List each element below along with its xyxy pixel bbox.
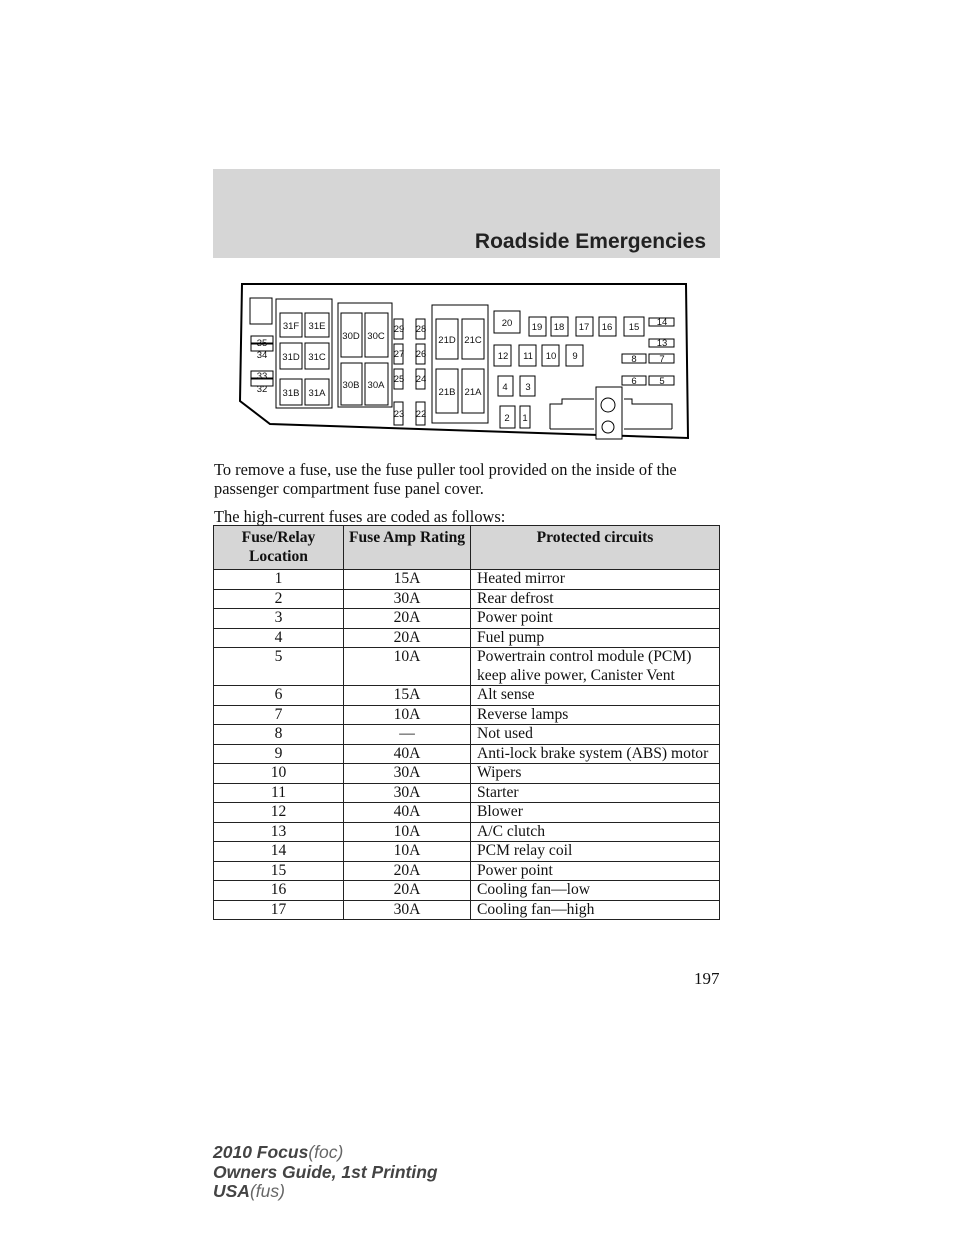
fuse-label: 10 bbox=[545, 351, 557, 362]
circuit-cell: Not used bbox=[471, 725, 720, 745]
table-row bbox=[214, 803, 720, 823]
fuse-label: 32 bbox=[256, 384, 268, 395]
rating-cell: 40A bbox=[344, 803, 471, 823]
circuit-cell: A/C clutch bbox=[471, 822, 720, 842]
circuit-cell: Cooling fan—low bbox=[471, 881, 720, 901]
circuit-cell: Wipers bbox=[471, 764, 720, 784]
table-row bbox=[214, 570, 720, 590]
fuse-label: 21D bbox=[438, 335, 456, 346]
footer-line-1 bbox=[213, 1143, 438, 1163]
circuit-cell: Alt sense bbox=[471, 686, 720, 706]
rating-cell: — bbox=[344, 725, 471, 745]
circuit-cell: PCM relay coil bbox=[471, 842, 720, 862]
fuse-label: 30C bbox=[367, 331, 385, 342]
rating-cell: 10A bbox=[344, 648, 471, 686]
fuse-table bbox=[213, 525, 720, 920]
circuit-cell: Reverse lamps bbox=[471, 705, 720, 725]
fuse-label: 27 bbox=[393, 349, 405, 360]
fuse-label: 33 bbox=[256, 371, 268, 382]
fuse-label: 31C bbox=[308, 352, 326, 363]
location-cell: 12 bbox=[214, 803, 344, 823]
location-cell: 9 bbox=[214, 744, 344, 764]
rating-cell: 20A bbox=[344, 628, 471, 648]
location-cell: 7 bbox=[214, 705, 344, 725]
table-row bbox=[214, 822, 720, 842]
rating-cell: 10A bbox=[344, 822, 471, 842]
intro-paragraph-2: The high-current fuses are coded as follows: bbox=[214, 507, 506, 526]
fuse-label: 13 bbox=[656, 338, 668, 349]
fuse-box-svg bbox=[236, 283, 692, 443]
rating-cell: 20A bbox=[344, 881, 471, 901]
circuit-cell: Power point bbox=[471, 861, 720, 881]
location-cell: 10 bbox=[214, 764, 344, 784]
fuse-label: 20 bbox=[501, 318, 513, 329]
fuse-label: 19 bbox=[531, 322, 543, 333]
location-cell: 14 bbox=[214, 842, 344, 862]
fuse-label: 21A bbox=[464, 387, 482, 398]
table-row bbox=[214, 609, 720, 629]
column-header-circuits: Protected circuits bbox=[471, 526, 720, 570]
location-cell: 17 bbox=[214, 900, 344, 920]
fuse-label: 30B bbox=[342, 380, 360, 391]
fuse-label: 3 bbox=[525, 382, 531, 393]
table-row bbox=[214, 725, 720, 745]
circuit-cell: Powertrain control module (PCM) keep alive power, Canister Vent bbox=[471, 648, 720, 686]
location-cell: 6 bbox=[214, 686, 344, 706]
section-title: Roadside Emergencies bbox=[474, 230, 706, 253]
circuit-cell: Rear defrost bbox=[471, 589, 720, 609]
table-row bbox=[214, 686, 720, 706]
fuse-label: 24 bbox=[415, 374, 427, 385]
location-cell: 16 bbox=[214, 881, 344, 901]
circuit-cell: Heated mirror bbox=[471, 570, 720, 590]
fuse-label: 7 bbox=[659, 354, 665, 365]
fuse-label: 31F bbox=[282, 321, 300, 332]
fuse-label: 30D bbox=[342, 331, 360, 342]
rating-cell: 30A bbox=[344, 900, 471, 920]
fuse-label: 18 bbox=[553, 322, 565, 333]
location-cell: 11 bbox=[214, 783, 344, 803]
table-row bbox=[214, 861, 720, 881]
fuse-label: 21C bbox=[464, 335, 482, 346]
section-header-band bbox=[213, 169, 720, 258]
fuse-label: 1 bbox=[522, 413, 528, 424]
fuse-label: 8 bbox=[631, 354, 637, 365]
circuit-cell: Cooling fan—high bbox=[471, 900, 720, 920]
location-cell: 5 bbox=[214, 648, 344, 686]
fuse-label: 28 bbox=[415, 324, 427, 335]
footer-guide: Owners Guide, 1st Printing bbox=[213, 1161, 438, 1182]
location-cell: 8 bbox=[214, 725, 344, 745]
intro-text bbox=[214, 460, 724, 535]
fuse-box-diagram bbox=[236, 283, 692, 443]
footer-market: USA bbox=[213, 1181, 250, 1201]
table-row bbox=[214, 744, 720, 764]
fuse-label: 9 bbox=[572, 351, 578, 362]
footer-model: 2010 Focus bbox=[213, 1142, 309, 1162]
fuse-label: 31D bbox=[282, 352, 300, 363]
page-number: 197 bbox=[694, 969, 720, 988]
location-cell: 13 bbox=[214, 822, 344, 842]
rating-cell: 30A bbox=[344, 764, 471, 784]
fuse-label: 25 bbox=[393, 374, 405, 385]
rating-cell: 15A bbox=[344, 570, 471, 590]
fuse-label: 34 bbox=[256, 350, 268, 361]
table-row bbox=[214, 764, 720, 784]
rating-cell: 15A bbox=[344, 686, 471, 706]
fuse-label: 12 bbox=[497, 351, 509, 362]
table-row bbox=[214, 900, 720, 920]
fuse-label: 30A bbox=[367, 380, 385, 391]
intro-paragraph-1: To remove a fuse, use the fuse puller tool provided on the inside of the passenger compartment fuse panel cover. bbox=[214, 460, 677, 498]
rating-cell: 10A bbox=[344, 705, 471, 725]
fuse-label: 26 bbox=[415, 349, 427, 360]
rating-cell: 30A bbox=[344, 589, 471, 609]
table-header-row bbox=[214, 526, 720, 570]
table-row bbox=[214, 842, 720, 862]
table-row bbox=[214, 783, 720, 803]
circuit-cell: Anti-lock brake system (ABS) motor bbox=[471, 744, 720, 764]
footer bbox=[213, 1143, 438, 1202]
fuse-label: 35 bbox=[256, 338, 268, 349]
table-row bbox=[214, 648, 720, 686]
fuse-label: 23 bbox=[393, 409, 405, 420]
table-row bbox=[214, 589, 720, 609]
rating-cell: 10A bbox=[344, 842, 471, 862]
location-cell: 4 bbox=[214, 628, 344, 648]
location-cell: 15 bbox=[214, 861, 344, 881]
rating-cell: 40A bbox=[344, 744, 471, 764]
fuse-label: 15 bbox=[628, 322, 640, 333]
fuse-label: 31E bbox=[308, 321, 326, 332]
circuit-cell: Fuel pump bbox=[471, 628, 720, 648]
fuse-label: 31B bbox=[282, 388, 300, 399]
footer-market-code: (fus) bbox=[249, 1181, 285, 1201]
rating-cell: 20A bbox=[344, 609, 471, 629]
table-row bbox=[214, 881, 720, 901]
fuse-label: 16 bbox=[601, 322, 613, 333]
location-cell: 3 bbox=[214, 609, 344, 629]
table-row bbox=[214, 628, 720, 648]
column-header-rating: Fuse Amp Rating bbox=[344, 526, 471, 570]
table-row bbox=[214, 705, 720, 725]
rating-cell: 20A bbox=[344, 861, 471, 881]
fuse-label: 31A bbox=[308, 388, 326, 399]
footer-model-code: (foc) bbox=[308, 1142, 344, 1162]
rating-cell: 30A bbox=[344, 783, 471, 803]
footer-line-2 bbox=[213, 1163, 438, 1183]
fuse-label: 6 bbox=[631, 376, 637, 387]
fuse-label: 5 bbox=[659, 376, 665, 387]
location-cell: 2 bbox=[214, 589, 344, 609]
fuse-label: 17 bbox=[578, 322, 590, 333]
fuse-label: 21B bbox=[438, 387, 456, 398]
fuse-label: 11 bbox=[523, 351, 533, 362]
fuse-label: 29 bbox=[393, 324, 405, 335]
fuse-label: 4 bbox=[502, 382, 508, 393]
fuse-label: 22 bbox=[415, 409, 427, 420]
footer-line-3 bbox=[213, 1182, 438, 1202]
column-header-location: Fuse/Relay Location bbox=[214, 526, 344, 570]
circuit-cell: Starter bbox=[471, 783, 720, 803]
fuse-label: 2 bbox=[504, 413, 510, 424]
circuit-cell: Power point bbox=[471, 609, 720, 629]
location-cell: 1 bbox=[214, 570, 344, 590]
circuit-cell: Blower bbox=[471, 803, 720, 823]
fuse-label: 14 bbox=[656, 317, 668, 328]
